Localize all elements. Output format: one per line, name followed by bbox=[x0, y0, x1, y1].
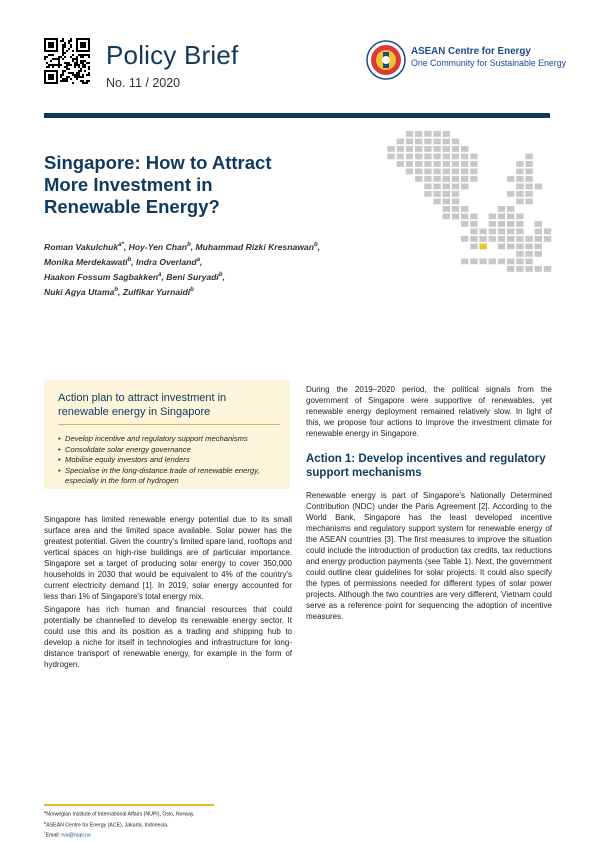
footnote-rule bbox=[44, 804, 214, 806]
author-name: Indra Overland bbox=[136, 256, 197, 267]
author-separator: , bbox=[200, 256, 203, 267]
author-separator: , bbox=[118, 286, 123, 297]
author-affiliation: b bbox=[187, 242, 191, 248]
brief-number: No. 11 / 2020 bbox=[106, 76, 181, 90]
body-paragraph: Singapore has rich human and financial resources that could potentially be channelled to develop its renewable energy sector. It could use this and its position as a trading and shipping hub to develop a niche for itself in technologies and infrastructure for long-distance transport of renewable energy, for example in the form of hydrogen. bbox=[44, 605, 292, 669]
author-separator: , bbox=[123, 241, 129, 252]
author-affiliation: b bbox=[190, 286, 194, 293]
title-line: Renewable Energy? bbox=[44, 196, 220, 217]
footnote: $^a$Norwegian Institute of International Affairs (NUPI), Oslo, Norway. bbox=[44, 809, 195, 818]
author-line bbox=[44, 284, 364, 299]
title-line: More Investment in bbox=[44, 174, 213, 195]
body-paragraph: Renewable energy is part of Singapore's Nationally Determined Contribution (NDC) under the Paris Agreement [2]. According to the World Bank, Singapore has the least developed incentive mechanisms and regulatory support system for renewable energy of the ASEAN countries [3]. The first measures to improve the situation could include the introduction of production tax credits, tax reductions and energy production payments (see Table 1). Next, the government could outline clear guidelines for solar projects. It could also specify the types of permissions needed for different types of solar power projects. Although the two countries are very different, Vietnam could serve as a reference point for sequencing the adoption of incentive measures. bbox=[306, 491, 552, 621]
brief-title: Policy Brief bbox=[106, 40, 239, 70]
action-plan-list bbox=[58, 434, 286, 487]
author-separator: , bbox=[190, 241, 196, 252]
author-separator: , bbox=[222, 271, 225, 282]
list-item: • Mobilise equity investors and lenders bbox=[58, 455, 286, 466]
author-affiliation: b bbox=[114, 286, 119, 293]
author-line bbox=[44, 239, 364, 254]
author-affiliation: b bbox=[313, 242, 318, 248]
author-list bbox=[44, 239, 364, 298]
footnote: $^b$ASEAN Centre for Energy (ACE), Jakarta, Indonesia. bbox=[44, 819, 169, 829]
header-rule bbox=[44, 113, 550, 118]
org-name: ASEAN Centre for Energy bbox=[411, 46, 531, 57]
ace-logo-icon bbox=[366, 40, 406, 80]
author-affiliation: a bbox=[196, 256, 201, 263]
author-name: Hoy-Yen Chan bbox=[128, 241, 188, 252]
body-paragraph: Singapore has limited renewable energy potential due to its small surface area and the limited space available. Solar power has the greatest potential. Given the country's limited spare land, rooftops and vertical spaces on high-rise buildings are of particular importance. Singapore set a target of producing solar energy to cover 350,000 households in 2030 that would be equivalent to 4% of the country's current electricity demand [1]. In 2019, solar energy accounted for less than 1% of Singapore's total energy mix. bbox=[44, 515, 292, 601]
list-item: • Consolidate solar energy governance bbox=[58, 445, 286, 456]
list-item: • Specialise in the long-distance trade of renewable energy, especially in the form of hydrogen bbox=[58, 466, 286, 487]
author-name: Roman Vakulchuk bbox=[44, 241, 119, 252]
footnote: *Email: rva@nupi.no bbox=[44, 830, 91, 840]
author-name: Beni Suryadi bbox=[166, 271, 219, 282]
list-item: • Develop incentive and regulatory support mechanisms bbox=[58, 434, 286, 445]
org-tagline: One Community for Sustainable Energy bbox=[411, 58, 566, 68]
footnotes bbox=[44, 808, 344, 840]
author-line bbox=[44, 254, 364, 269]
author-line bbox=[44, 269, 364, 284]
author-separator: , bbox=[131, 256, 137, 267]
author-affiliation: a bbox=[158, 271, 162, 278]
action-plan-rule bbox=[58, 424, 280, 425]
email-link[interactable]: rva@nupi.no bbox=[61, 833, 91, 840]
author-affiliation: b bbox=[127, 256, 132, 263]
asean-map-icon bbox=[368, 130, 554, 280]
section-heading: Action 1: Develop incentives and regulatory support mechanisms bbox=[306, 453, 546, 479]
author-separator: , bbox=[317, 241, 321, 252]
author-affiliation: a* bbox=[118, 242, 124, 248]
action-plan-title: Action plan to attract investment in renewable energy in Singapore bbox=[58, 392, 227, 418]
author-name: Nuki Agya Utama bbox=[44, 286, 115, 297]
qr-code-icon[interactable] bbox=[44, 38, 90, 84]
title-line: Singapore: How to Attract bbox=[44, 152, 272, 173]
author-separator: , bbox=[161, 271, 167, 282]
author-name: Zulfikar Yurnaidi bbox=[122, 286, 191, 297]
intro-paragraph: During the 2019–2020 period, the political signals from the government of Singapore were supportive of renewables, yet renewable energy deployment remained relatively slow. In light of this, we propose four actions to improve the investment climate for renewable energy in Singapore. bbox=[306, 385, 552, 438]
main-title bbox=[44, 152, 344, 218]
author-affiliation: b bbox=[218, 271, 223, 278]
author-name: Muhammad Rizki Kresnawan bbox=[195, 241, 314, 252]
author-name: Haakon Fossum Sagbakken bbox=[44, 271, 159, 282]
author-name: Monika Merdekawati bbox=[44, 256, 128, 267]
